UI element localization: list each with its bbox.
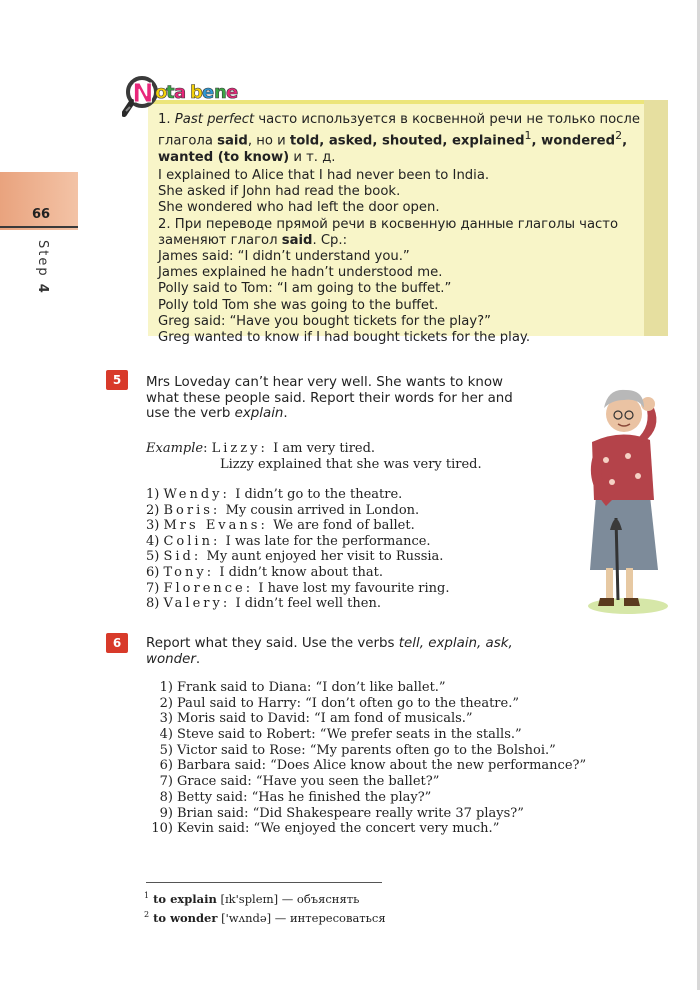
svg-text:a: a xyxy=(174,82,187,103)
list-item: 8) Betty said: “Has he finished the play?” xyxy=(159,789,432,805)
step-word: Step xyxy=(35,240,50,278)
example-line: Greg wanted to know if I had bought tickets for the play. xyxy=(158,330,531,346)
step-number: 4 xyxy=(35,283,50,295)
list-item: 8) Valery: I didn’t feel well then. xyxy=(146,596,381,612)
exercise-5-instruction: Mrs Loveday can’t hear very well. She wants to know what these people said. Report their words for her and use the verb explain. xyxy=(146,375,513,421)
example-line: Polly told Tom she was going to the buffet. xyxy=(158,297,439,313)
exercise-6-badge: 6 xyxy=(106,633,128,653)
svg-text:e: e xyxy=(226,82,239,103)
svg-text:o: o xyxy=(155,82,168,103)
svg-text:b: b xyxy=(190,82,203,103)
list-item: 10) Kevin said: “We enjoyed the concert very much.” xyxy=(151,821,500,837)
list-item: 7) Florence: I have lost my favourite ring. xyxy=(146,580,450,596)
exercise-6-instruction: Report what they said. Use the verbs tell, explain, ask, wonder. xyxy=(146,636,513,667)
example-reported: Lizzy explained that she was very tired. xyxy=(220,457,482,472)
exercise-5-badge: 5 xyxy=(106,370,128,390)
example-line: I explained to Alice that I had never been to India. xyxy=(158,168,490,183)
list-item: 5) Victor said to Rose: “My parents often go to the Bolshoi.” xyxy=(159,742,556,758)
example-line: She asked if John had read the book. xyxy=(158,184,401,200)
list-item: 3) Mrs Evans: We are fond of ballet. xyxy=(146,518,415,534)
svg-text:n: n xyxy=(214,82,227,103)
svg-text:e: e xyxy=(202,82,215,103)
list-item: 2) Paul said to Harry: “I don’t often go to the theatre.” xyxy=(159,695,519,711)
note-1-term: Past perfect xyxy=(174,112,255,127)
mrs-loveday-illustration xyxy=(566,378,670,616)
footnotes xyxy=(144,888,386,926)
page-tab-rule xyxy=(0,226,78,228)
list-item: 4) Steve said to Robert: “We prefer seats in the stalls.” xyxy=(159,727,522,743)
example-line: James said: “I didn’t understand you.” xyxy=(158,249,410,265)
exercise-5-list xyxy=(146,487,450,612)
list-item: 7) Grace said: “Have you seen the ballet?” xyxy=(159,774,440,790)
list-item: 5) Sid: My aunt enjoyed her visit to Russia. xyxy=(146,549,444,565)
footnote: $^2$ to wonder ['wʌndə] — интересоваться xyxy=(144,909,386,925)
list-item: 1) Frank said to Diana: “I don’t like ballet.” xyxy=(159,680,446,695)
svg-text:t: t xyxy=(166,82,175,103)
note-1: 1. Past perfect часто используется в косвенной речи не только после глагола said, но и told, asked, shouted, explained$^1$, wondered$^2$, wanted (to know) и т. д. xyxy=(158,112,640,165)
example-line: Polly said to Tom: “I am going to the buffet.” xyxy=(158,281,452,297)
footnote-rule xyxy=(146,882,382,883)
footnote: $^1$ to explain [ɪk'spleɪn] — объяснять xyxy=(144,891,360,906)
list-item: 3) Moris said to David: “I am fond of musicals.” xyxy=(159,711,473,727)
example-direct: Example: Lizzy: I am very tired. xyxy=(146,441,376,456)
list-item: 9) Brian said: “Did Shakespeare really write 37 plays?” xyxy=(159,805,524,821)
list-item: 4) Colin: I was late for the performance. xyxy=(146,533,431,549)
step-label xyxy=(34,240,50,295)
example-line: Greg said: “Have you bought tickets for the play?” xyxy=(158,313,492,329)
svg-text:N: N xyxy=(132,79,154,109)
exercise-6-list xyxy=(144,680,586,837)
page-number: 66 xyxy=(32,207,51,222)
exercise-5-example xyxy=(146,441,482,473)
nota-bene-text xyxy=(158,112,658,346)
list-item: 6) Tony: I didn’t know about that. xyxy=(146,564,383,580)
note-2: 2. При переводе прямой речи в косвенную данные глаголы часто заменяют глагол said. Ср.: xyxy=(158,216,619,248)
list-item: 2) Boris: My cousin arrived in London. xyxy=(146,502,420,518)
list-item: 1) Wendy: I didn’t go to the theatre. xyxy=(146,487,403,502)
example-line: She wondered who had left the door open. xyxy=(158,200,440,216)
list-item: 6) Barbara said: “Does Alice know about the new performance?” xyxy=(159,758,587,774)
example-line: James explained he hadn’t understood me. xyxy=(158,265,443,281)
